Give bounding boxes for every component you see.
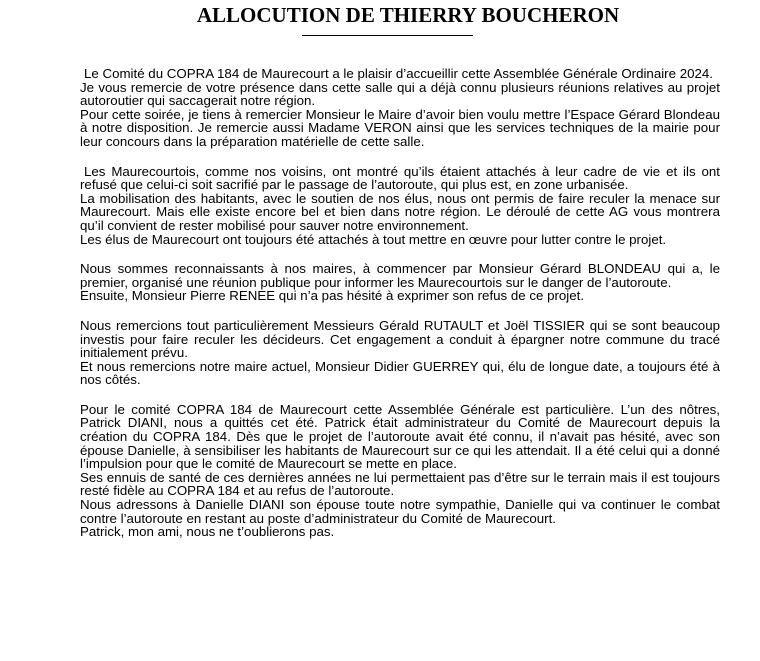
paragraph-elus: Les élus de Maurecourt ont toujours été attachés à tout mettre en œuvre pour lutter contre le projet.: [80, 231, 667, 247]
paragraph-pierre-renee: Ensuite, Monsieur Pierre RENEE qui n’a pas hésité à exprimer son refus de ce projet.: [80, 288, 585, 304]
paragraph-sante: Ses ennuis de santé de ces dernières années ne lui permettaient pas d’être sur le terrain mais il est toujours resté fidèle au COPRA 184 et au refus de l’autoroute.: [80, 469, 720, 499]
paragraph-closing: Patrick, mon ami, nous ne t’oublierons pas.: [80, 524, 335, 540]
document-title: ALLOCUTION DE THIERRY BOUCHERON: [196, 3, 620, 27]
paragraph-maire-actuel: Et nous remercions notre maire actuel, Monsieur Didier GUERREY qui, élu de longue date, a toujours été à nos côtés.: [80, 358, 720, 388]
document-body: [80, 67, 720, 539]
paragraph-reconnaissance-maires: Nous sommes reconnaissants à nos maires, à commencer par Monsieur Gérard BLONDEAU qui a, le premier, organisé une réunion publique pour informer les Maurecourtois sur le danger de l’autoroute.: [80, 261, 720, 290]
paragraph-welcome: Le Comité du COPRA 184 de Maurecourt a le plaisir d’accueillir cette Assemblée Générale Ordinaire 2024.: [84, 66, 713, 81]
title-underline: [302, 35, 473, 36]
paragraph-maurecourtois: Les Maurecourtois, comme nos voisins, ont montré qu’ils étaient attachés à leur cadre de vie et ils ont refusé que celui-ci soit sacrifié par le passage de l’autoroute, qui plus est, en zone urbanisée.: [80, 163, 720, 193]
paragraph-thanks-mayor: Pour cette soirée, je tiens à remercier Monsieur le Maire d’avoir bien voulu mettre l’Espace Gérard Blondeau à notre disposition. Je remercie aussi Madame VERON ainsi que les services techniques de la mairie pour leur concours dans la préparation matérielle de cette salle.: [80, 106, 720, 149]
paragraph-remerciements-rutault-tissier: Nous remercions tout particulièrement Messieurs Gérald RUTAULT et Joël TISSIER qui se sont beaucoup investis pour faire reculer les décideurs. Cet engagement a conduit à épargner notre commune du tracé initialement prévu.: [80, 317, 720, 361]
paragraph-patrick-diani: Pour le comité COPRA 184 de Maurecourt cette Assemblée Générale est particulière. L’un des nôtres, Patrick DIANI, nous a quittés cet été. Patrick était administrateur du Comité de Maurecourt depuis la création du COPRA 184. Dès que le projet de l’autoroute avait été connu, il n’avait pas hésité, avec son épouse Danielle, à sensibiliser les habitants de Maurecourt sur ce qui les attendait. Il a été celui qui a donné l’impulsion pour que le comité de Maurecourt se mette en place.: [80, 401, 720, 472]
paragraph-danielle-diani: Nous adressons à Danielle DIANI son épouse toute notre sympathie, Danielle qui va continuer le combat contre l’autoroute en restant au poste d’administrateur du Comité de Maurecourt.: [80, 497, 720, 526]
paragraph-mobilisation: La mobilisation des habitants, avec le soutien de nos élus, nous ont permis de faire reculer la menace sur Maurecourt. Mais elle existe encore bel et bien dans notre région. Le déroulé de cette AG vous montrera qu’il convient de rester mobilisé pour sauver notre environnement.: [80, 190, 720, 233]
paragraph-thanks-presence: Je vous remercie de votre présence dans cette salle qui a déjà connu plusieurs réunions relatives au projet autoroutier qui saccagerait notre région.: [80, 79, 720, 109]
